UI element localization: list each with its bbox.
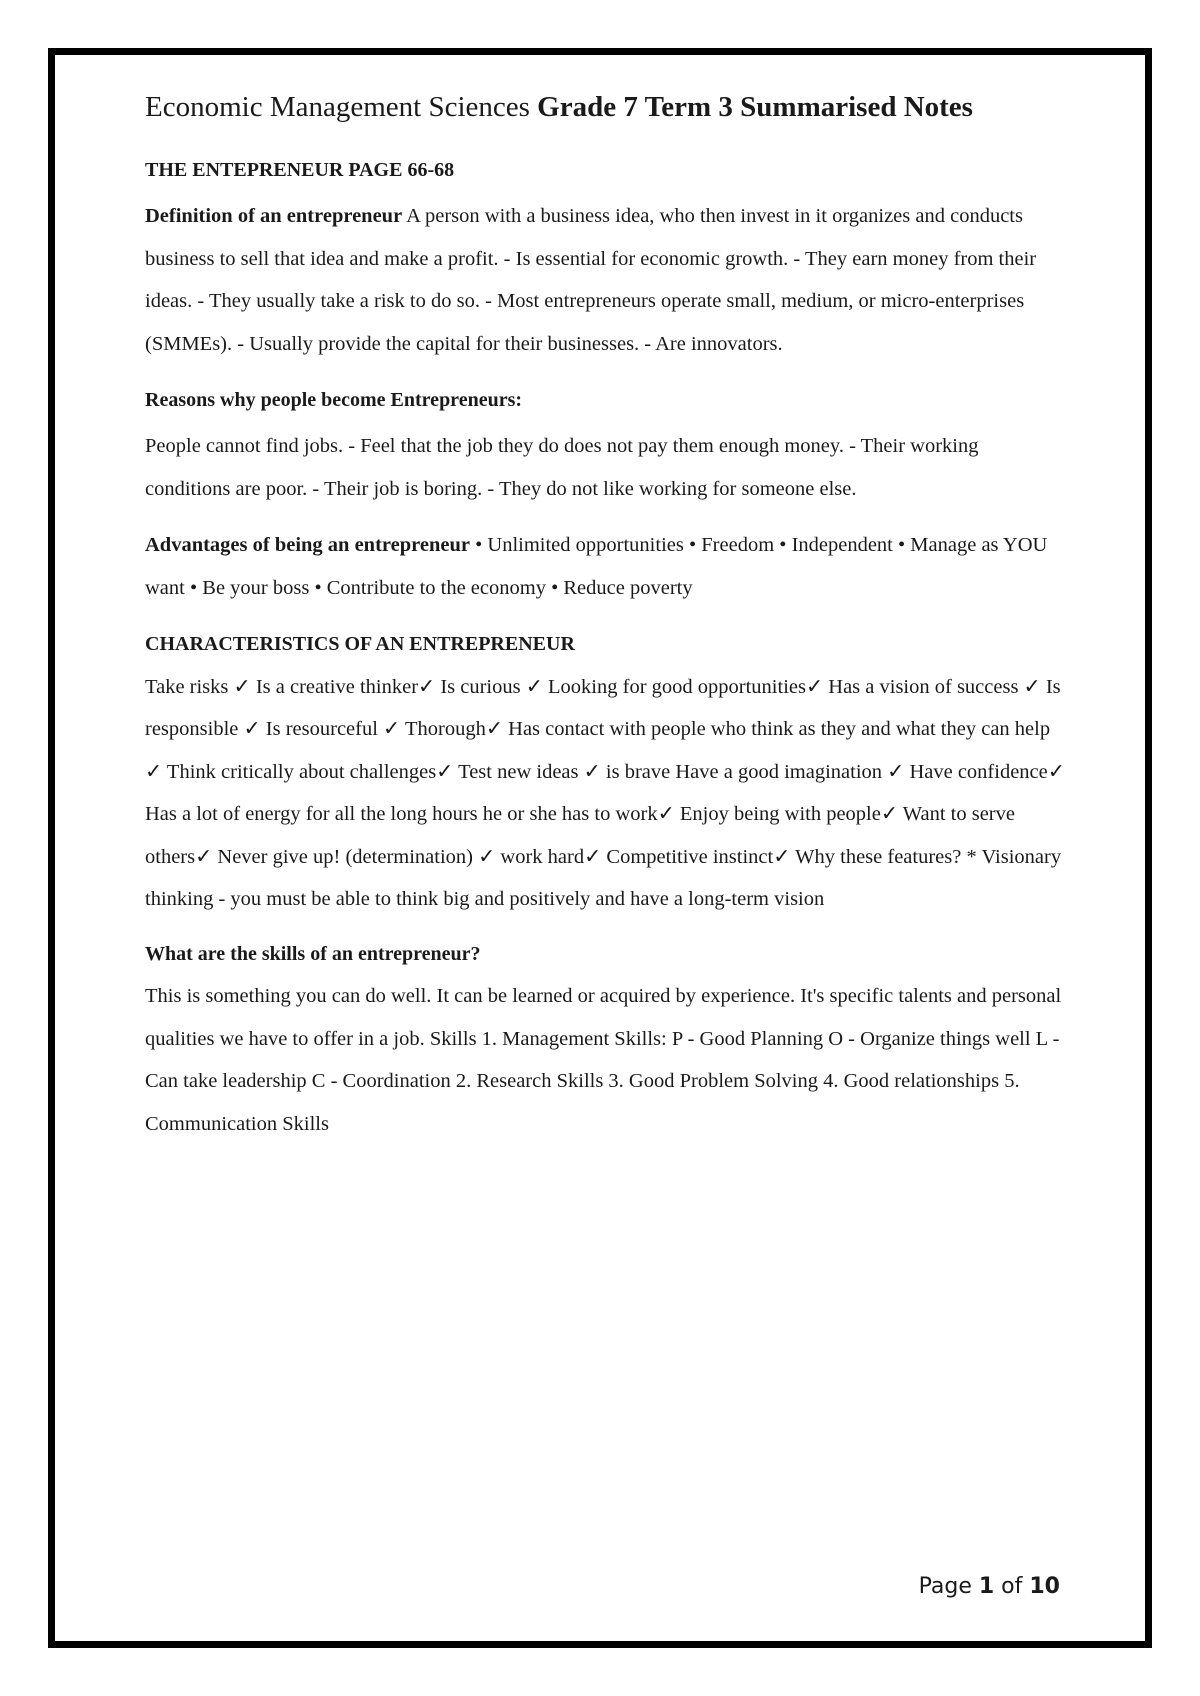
advantages-paragraph <box>145 524 1065 609</box>
page-number: 1 <box>978 1574 995 1599</box>
definition-text: A person with a business idea, who then invest in it organizes and conducts business to sell that idea and make a profit. - Is essential for economic growth. - They earn money from their ideas. - They usually take a risk to do so. - Most entrepreneurs operate small, medium, or micro-enterprises (SMMEs). - Usually provide the capital for their businesses. - Are innovators. <box>145 205 1037 355</box>
skills-text: This is something you can do well. It can be learned or acquired by experience. It's specific talents and personal qualities we have to offer in a job. Skills 1. Management Skills: P - Good Planning O - Organize things well L - Can take leadership C - Coordination 2. Research Skills 3. Good Problem Solving 4. Good relationships 5. Communication Skills <box>145 985 1062 1135</box>
skills-section <box>145 933 1065 1146</box>
characteristics-heading: CHARACTERISTICS OF AN ENTREPRENEUR <box>145 633 575 655</box>
skills-heading: What are the skills of an entrepreneur? <box>145 942 481 965</box>
characteristics-text: Take risks ✓ Is a creative thinker✓ Is curious ✓ Looking for good opportunities✓ Has a vision of success ✓ Is responsible ✓ Is resourceful ✓ Thorough✓ Has contact with people who think as they and what they can help ✓ Think critically about challenges✓ Test new ideas ✓ is brave Have a good imagination ✓ Have confidence✓ Has a lot of energy for all the long hours he or she has to work✓ Enjoy being with people✓ Want to serve others✓ Never give up! (determination) ✓ work hard✓ Competitive instinct✓ Why these features? * Visionary thinking - you must be able to think big and positively and have a long-term vision <box>145 675 1065 910</box>
of-label: of <box>994 1574 1030 1599</box>
page-footer <box>919 1574 1060 1599</box>
page-label: Page <box>918 1574 979 1599</box>
section-heading: THE ENTEPRENEUR PAGE 66-68 <box>145 159 455 181</box>
advantages-label: Advantages of being an entrepreneur <box>145 534 470 556</box>
title-bold: Grade 7 Term 3 Summarised Notes <box>537 91 973 123</box>
title-regular: Economic Management Sciences <box>145 91 538 123</box>
reasons-heading: Reasons why people become Entrepreneurs: <box>145 389 523 411</box>
total-pages: 10 <box>1029 1574 1060 1599</box>
characteristics-section <box>145 623 1065 921</box>
page-title <box>145 80 1065 135</box>
definition-paragraph <box>145 195 1065 365</box>
advantages-text: • Unlimited opportunities • Freedom • Independent • Manage as YOU want • Be your boss • Contribute to the economy • Reduce poverty <box>145 534 1048 599</box>
definition-label: Definition of an entrepreneur <box>145 205 403 227</box>
reasons-paragraph: People cannot find jobs. - Feel that the job they do does not pay them enough money. - Their working conditions are poor. - Their job is boring. - They do not like working for someone else. <box>145 435 979 500</box>
document-body <box>145 80 1065 1157</box>
